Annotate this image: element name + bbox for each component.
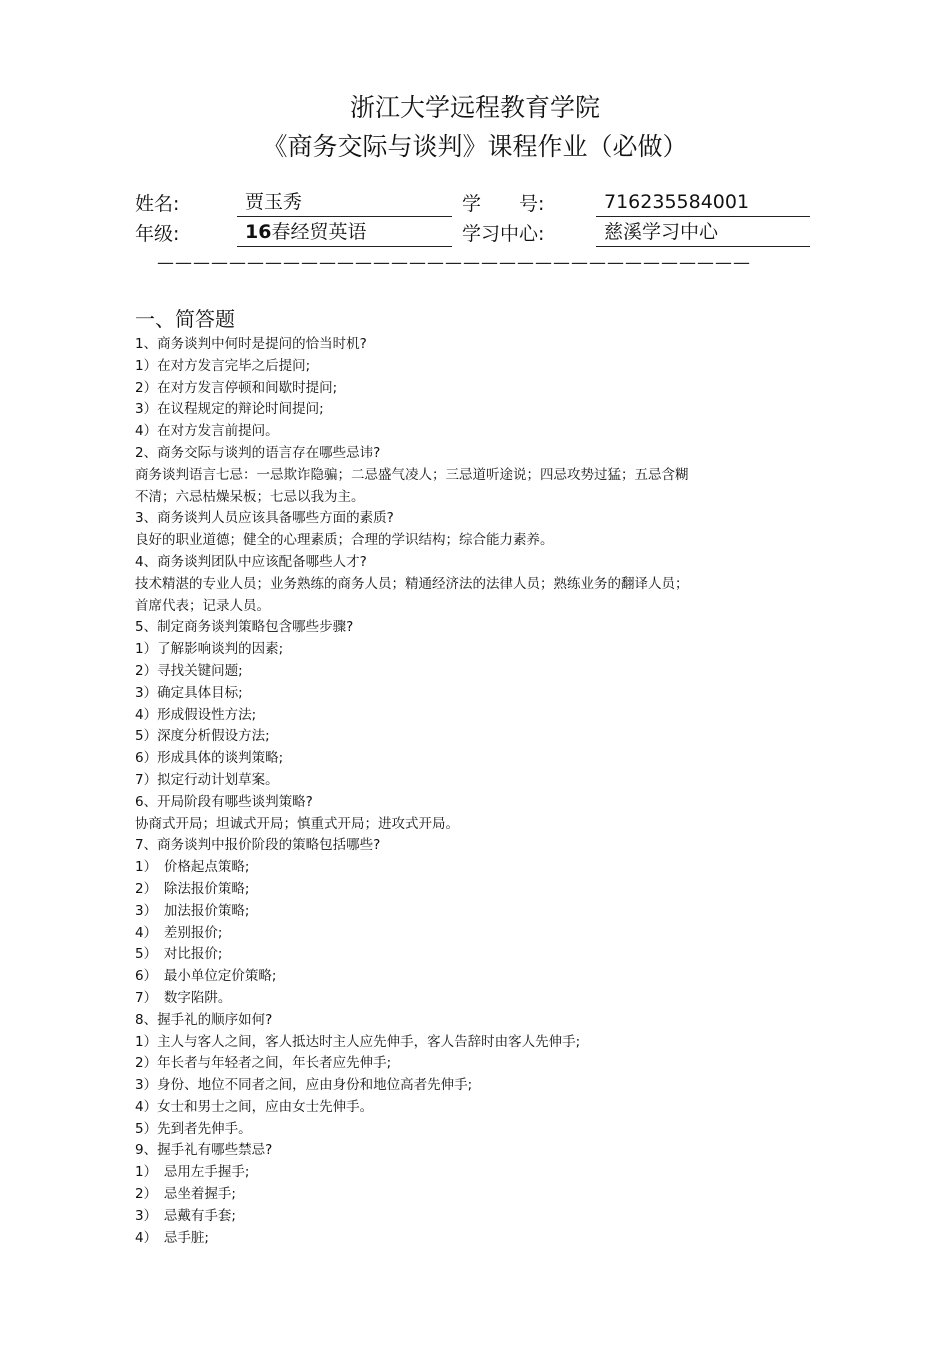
text-line: 4、商务谈判团队中应该配备哪些人才? — [135, 553, 367, 570]
text-line: 5）深度分析假设方法; — [135, 728, 270, 745]
grade-major: 春经贸英语 — [271, 221, 367, 243]
text-line: 3） 忌戴有手套; — [135, 1207, 236, 1224]
text-line: 1） 价格起点策略; — [135, 859, 250, 876]
text-line: 4）在对方发言前提问。 — [135, 423, 279, 440]
section-title: 一、简答题 — [135, 307, 235, 331]
name-label: 姓名: — [135, 193, 180, 215]
text-line: 2）在对方发言停顿和间歇时提问; — [135, 379, 338, 396]
text-line: 7） 数字陷阱。 — [135, 989, 232, 1006]
grade-year: 16 — [245, 221, 272, 243]
answer-body — [135, 334, 815, 1249]
name-value: 贾玉秀 — [237, 190, 452, 217]
separator-line: ————————————————————————————————— — [157, 253, 751, 273]
text-line: 4） 差别报价; — [135, 924, 223, 941]
text-line: 9、握手礼有哪些禁忌? — [135, 1142, 273, 1159]
text-line: 不清；六忌枯燥呆板；七忌以我为主。 — [135, 488, 365, 505]
study-center-label: 学习中心: — [462, 223, 545, 245]
text-line: 6、开局阶段有哪些谈判策略? — [135, 793, 313, 810]
text-line: 5） 对比报价; — [135, 946, 223, 963]
institution-title: 浙江大学远程教育学院 — [349, 93, 600, 122]
text-line: 1）在对方发言完毕之后提问; — [135, 357, 311, 374]
text-line: 良好的职业道德；健全的心理素质；合理的学识结构；综合能力素养。 — [135, 532, 554, 549]
text-line: 5）先到者先伸手。 — [135, 1120, 252, 1137]
text-line: 技术精湛的专业人员；业务熟练的商务人员；精通经济法的法律人员；熟练业务的翻译人员； — [135, 575, 689, 592]
student-id-label: 学 号: — [462, 193, 545, 215]
text-line: 8、握手礼的顺序如何? — [135, 1011, 273, 1028]
text-line: 2）年长者与年轻者之间，年长者应先伸手; — [135, 1055, 392, 1072]
text-line: 2） 除法报价策略; — [135, 880, 250, 897]
text-line: 2） 忌坐着握手; — [135, 1186, 236, 1203]
text-line: 协商式开局；坦诚式开局；慎重式开局；进攻式开局。 — [135, 815, 459, 832]
study-center-value: 慈溪学习中心 — [596, 220, 810, 247]
grade-label: 年级: — [135, 223, 180, 245]
text-line: 6）形成具体的谈判策略; — [135, 750, 284, 767]
text-line: 3） 加法报价策略; — [135, 902, 250, 919]
text-line: 6） 最小单位定价策略; — [135, 968, 277, 985]
text-line: 4） 忌手脏; — [135, 1229, 209, 1246]
text-line: 1）了解影响谈判的因素; — [135, 641, 284, 658]
grade-value — [237, 220, 452, 247]
text-line: 4）女士和男士之间，应由女士先伸手。 — [135, 1098, 374, 1115]
text-line: 1）主人与客人之间，客人抵达时主人应先伸手，客人告辞时由客人先伸手; — [135, 1033, 581, 1050]
text-line: 1） 忌用左手握手; — [135, 1164, 250, 1181]
text-line: 2、商务交际与谈判的语言存在哪些忌讳? — [135, 444, 381, 461]
student-id-value: 716235584001 — [596, 190, 810, 217]
course-title: 《商务交际与谈判》课程作业（必做） — [262, 132, 688, 161]
text-line: 商务谈判语言七忌：一忌欺诈隐骗；二忌盛气凌人；三忌道听途说；四忌攻势过猛；五忌含糊 — [135, 466, 689, 483]
text-line: 首席代表；记录人员。 — [135, 597, 270, 614]
text-line: 7）拟定行动计划草案。 — [135, 771, 279, 788]
text-line: 2）寻找关键问题; — [135, 662, 243, 679]
text-line: 3）确定具体目标; — [135, 684, 243, 701]
text-line: 4）形成假设性方法; — [135, 706, 257, 723]
text-line: 7、商务谈判中报价阶段的策略包括哪些? — [135, 837, 381, 854]
text-line: 3）在议程规定的辩论时间提问; — [135, 401, 324, 418]
text-line: 5、制定商务谈判策略包含哪些步骤? — [135, 619, 354, 636]
text-line: 3）身份、地位不同者之间，应由身份和地位高者先伸手; — [135, 1077, 473, 1094]
text-line: 3、商务谈判人员应该具备哪些方面的素质? — [135, 510, 394, 527]
text-line: 1、商务谈判中何时是提问的恰当时机? — [135, 336, 367, 352]
